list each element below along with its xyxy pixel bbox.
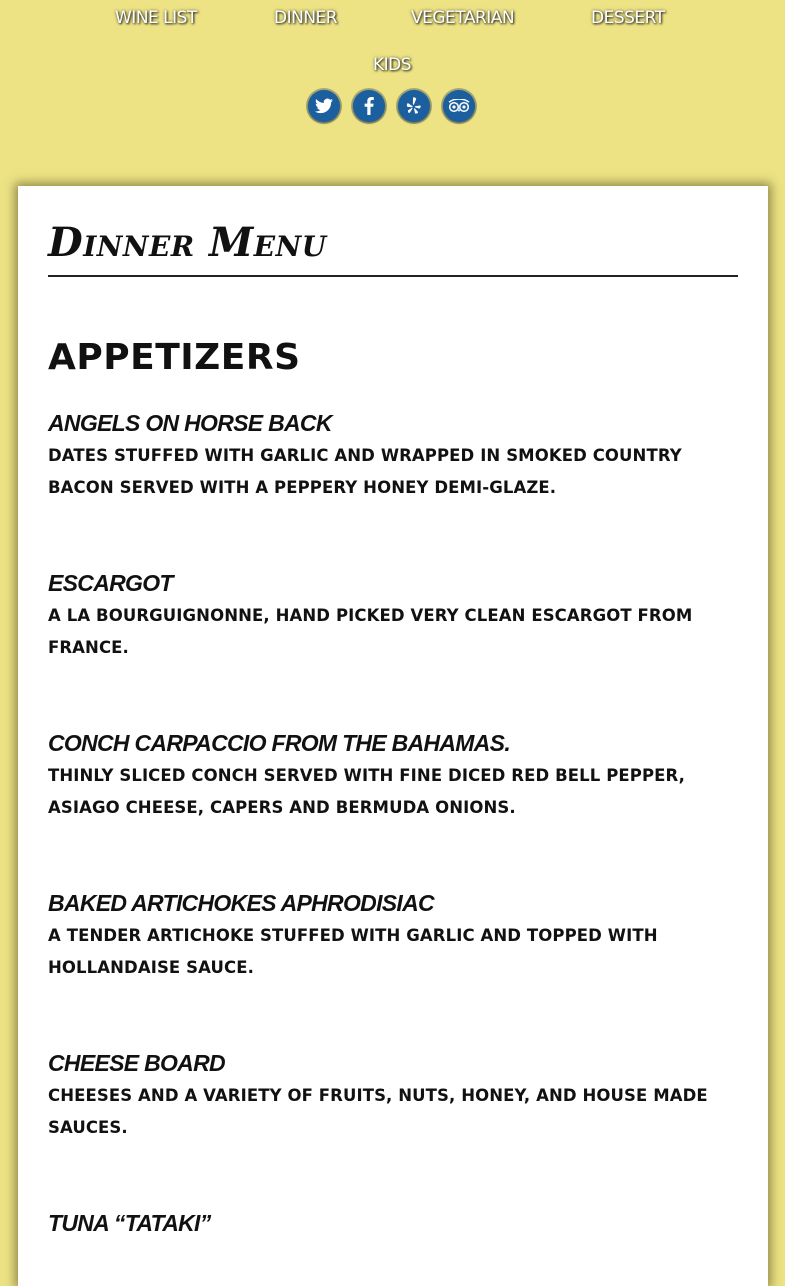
tripadvisor-button[interactable] — [443, 90, 475, 122]
menu-item-name: CHEESE BOARD — [48, 1050, 225, 1076]
nav-link-wine-list[interactable]: WINE LIST — [115, 8, 197, 28]
nav-link-vegetarian[interactable]: VEGETARIAN — [411, 8, 515, 28]
menu-item-description: A LA BOURGUIGNONNE, HAND PICKED VERY CLEAN ESCARGOT FROM FRANCE. — [48, 606, 693, 657]
menu-item-name: ESCARGOT — [48, 570, 173, 596]
tripadvisor-icon — [448, 99, 470, 113]
menu-item-name: ANGELS ON HORSE BACK — [48, 410, 332, 436]
nav-link-dessert[interactable]: DESSERT — [591, 8, 665, 28]
menu-item — [48, 728, 738, 824]
menu-item-description: CHEESES AND A VARIETY OF FRUITS, NUTS, HONEY, AND HOUSE MADE SAUCES. — [48, 1086, 708, 1137]
menu-item-name: BAKED ARTICHOKES APHRODISIAC — [48, 890, 434, 916]
menu-item — [48, 888, 738, 984]
facebook-icon — [364, 97, 374, 115]
menu-card — [18, 186, 768, 1286]
section-heading-appetizers: APPETIZERS — [48, 337, 301, 378]
menu-item-description: A TENDER ARTICHOKE STUFFED WITH GARLIC AND TOPPED WITH HOLLANDAISE SAUCE. — [48, 926, 658, 977]
menu-item — [48, 408, 738, 504]
twitter-icon — [315, 98, 333, 114]
yelp-button[interactable] — [398, 90, 430, 122]
nav-link-kids[interactable]: KIDS — [373, 55, 412, 75]
menu-item — [48, 1048, 738, 1144]
menu-item-name: TUNA “TATAKI” — [48, 1210, 211, 1236]
nav-link-dinner[interactable]: DINNER — [274, 8, 338, 28]
title-divider — [48, 275, 738, 277]
yelp-icon — [406, 97, 422, 115]
facebook-button[interactable] — [353, 90, 385, 122]
twitter-button[interactable] — [308, 90, 340, 122]
menu-item-description: THINLY SLICED CONCH SERVED WITH FINE DICED RED BELL PEPPER, ASIAGO CHEESE, CAPERS AND BERMUDA ONIONS. — [48, 766, 686, 817]
social-links — [308, 90, 475, 122]
menu-item-description: DATES STUFFED WITH GARLIC AND WRAPPED IN SMOKED COUNTRY BACON SERVED WITH A PEPPERY HONEY DEMI-GLAZE. — [48, 446, 682, 497]
page-title: Dinner Menu — [48, 219, 327, 266]
menu-item-name: CONCH CARPACCIO FROM THE BAHAMAS. — [48, 730, 511, 756]
menu-item — [48, 568, 738, 664]
menu-item — [48, 1208, 738, 1240]
